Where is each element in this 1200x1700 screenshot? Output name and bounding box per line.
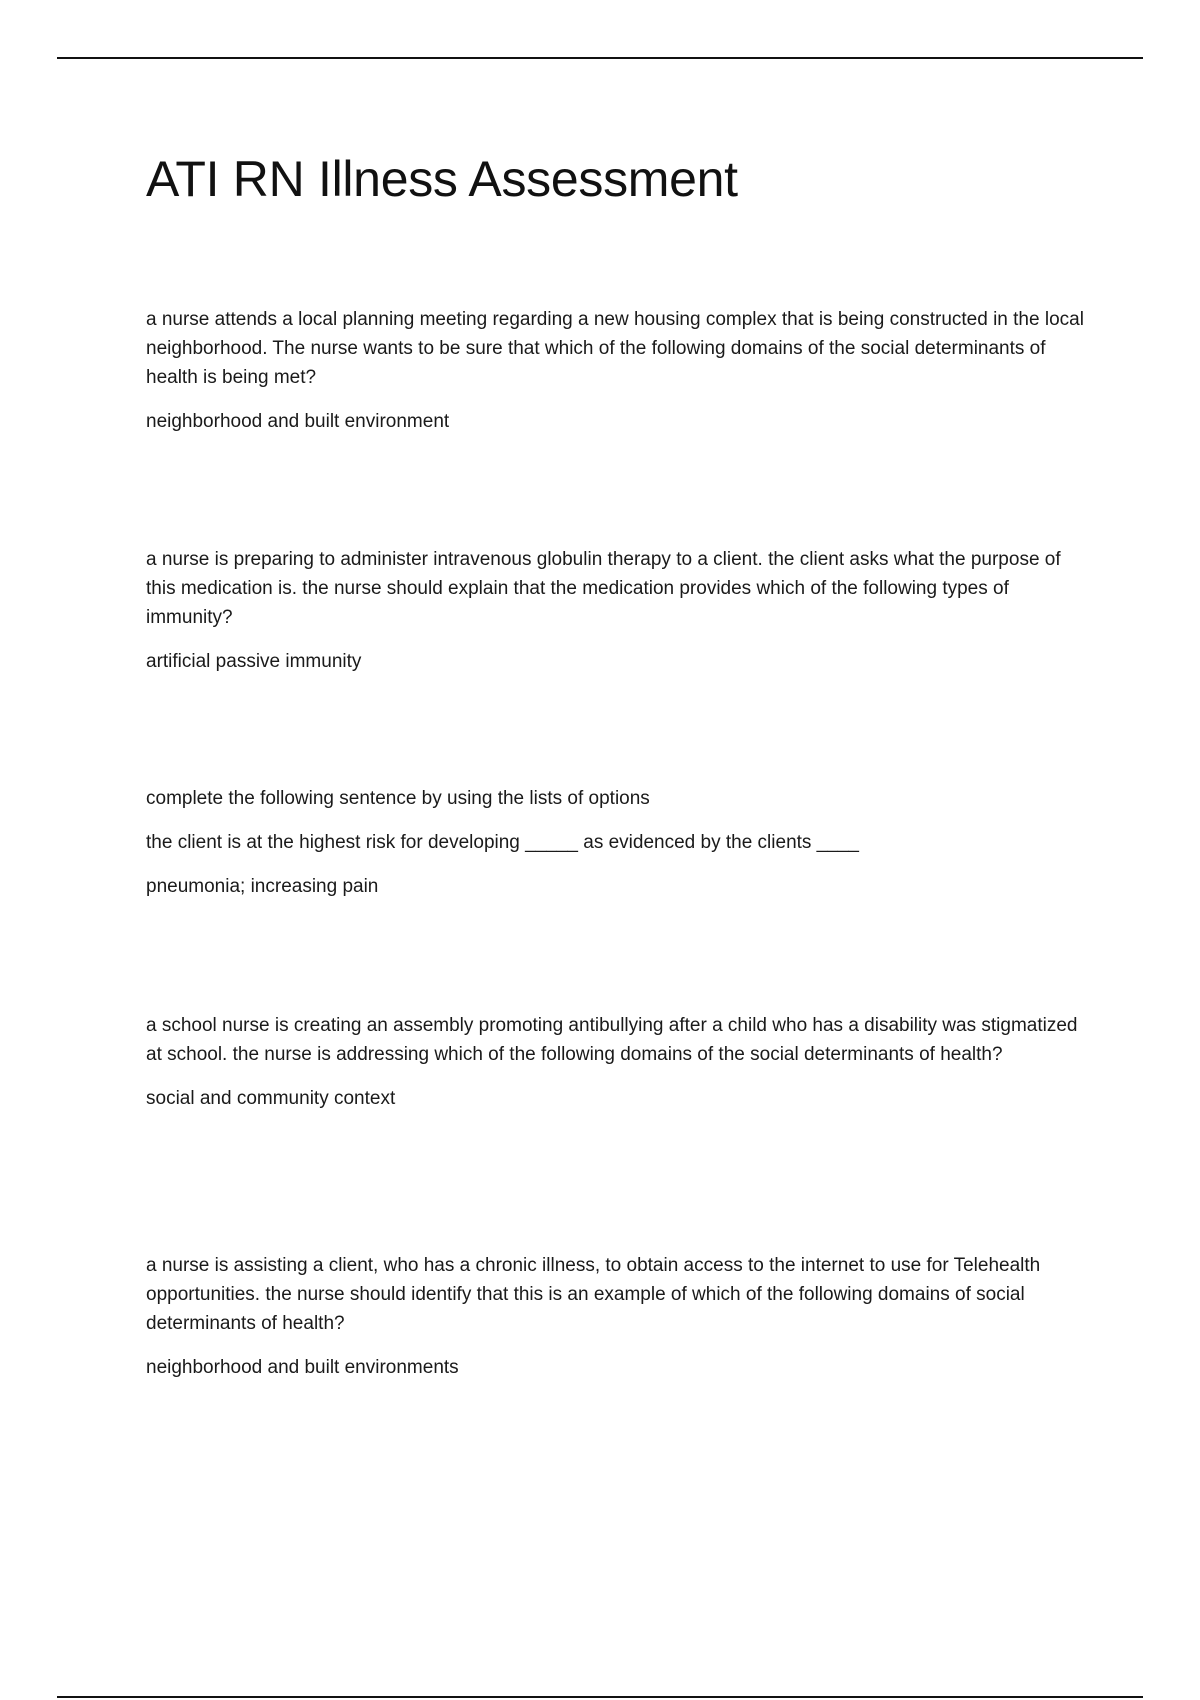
qa-item: [146, 1011, 1086, 1113]
answer-text: neighborhood and built environments: [146, 1357, 459, 1378]
answer-text: pneumonia; increasing pain: [146, 876, 379, 897]
question-text: a nurse is preparing to administer intravenous globulin therapy to a client. the client asks what the purpose of this medication is. the nurse should explain that the medication provides which of the following types of immunity?: [146, 549, 1061, 628]
answer-text: artificial passive immunity: [146, 651, 362, 672]
qa-item: [146, 545, 1086, 676]
question-text: a nurse is assisting a client, who has a chronic illness, to obtain access to the internet to use for Telehealth opportunities. the nurse should identify that this is an example of which of the following domains of social determinants of health?: [146, 1255, 1041, 1334]
bottom-divider: [57, 1696, 1143, 1698]
document-title: ATI RN Illness Assessment: [146, 151, 738, 207]
question-text: a school nurse is creating an assembly promoting antibullying after a child who has a disability was stigmatized at school. the nurse is addressing which of the following domains of the social determinants of health?: [146, 1015, 1078, 1065]
answer-text: neighborhood and built environment: [146, 411, 450, 432]
qa-item: [146, 784, 1086, 901]
answer-text: social and community context: [146, 1088, 396, 1109]
qa-item: [146, 1251, 1086, 1382]
question-text: complete the following sentence by using the lists of options: [146, 788, 650, 809]
top-divider: [57, 57, 1143, 59]
question-sentence-text: the client is at the highest risk for developing _____ as evidenced by the clients ____: [146, 832, 859, 853]
qa-item: [146, 305, 1086, 436]
question-text: a nurse attends a local planning meeting regarding a new housing complex that is being constructed in the local neighborhood. The nurse wants to be sure that which of the following domains of the social determinants of health is being met?: [146, 309, 1084, 388]
